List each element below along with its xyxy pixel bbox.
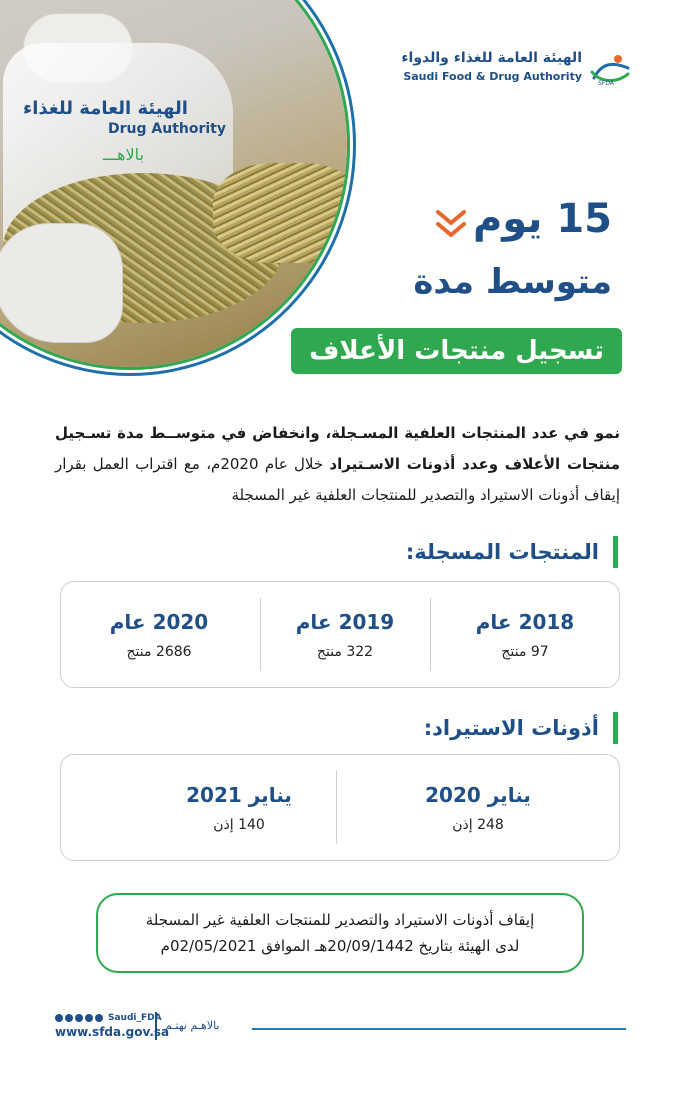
double-chevron-down-icon xyxy=(434,208,468,240)
facebook-icon[interactable] xyxy=(95,1014,103,1022)
youtube-icon[interactable] xyxy=(75,1014,83,1022)
social-handle-row xyxy=(55,1013,162,1023)
registered-count: 2686 منتج xyxy=(126,643,192,660)
registered-products-card xyxy=(60,581,620,688)
registered-count: 97 منتج xyxy=(501,643,549,660)
social-handle[interactable]: Saudi_FDA xyxy=(108,1013,162,1023)
bag-label-english: Drug Authority xyxy=(108,121,226,137)
registered-year: 2018 عام xyxy=(475,609,575,634)
average-days: 15 يوم xyxy=(472,196,612,242)
sfda-logo-icon xyxy=(588,52,632,88)
registered-count: 322 منتج xyxy=(316,643,374,660)
divider xyxy=(430,598,432,671)
registered-item-2018 xyxy=(431,582,619,687)
registered-year: 2020 عام xyxy=(109,609,209,634)
import-permits-title: أذونات الاستيراد: xyxy=(424,712,618,744)
hero-photo xyxy=(0,0,350,370)
registered-products-title: المنتجات المسجلة: xyxy=(406,536,618,568)
permit-count: 140 إذن xyxy=(213,816,265,833)
permit-date: يناير 2020 xyxy=(425,782,531,807)
footer-slogan: بالاهـم نهتـم xyxy=(165,1019,220,1032)
website-link[interactable]: www.sfda.gov.sa xyxy=(55,1025,170,1039)
registered-item-2019 xyxy=(261,582,429,687)
instagram-icon[interactable] xyxy=(65,1014,73,1022)
suspension-notice xyxy=(96,893,584,973)
logo-name-english: Saudi Food & Drug Authority xyxy=(403,70,582,83)
logo-mark-text: SFDA xyxy=(598,80,614,87)
notice-line-2: لدى الهيئة بتاريخ 20/09/1442هـ الموافق 02/05/2021م xyxy=(160,937,520,955)
summary-rest: خلال عام 2020م، مع اقتراب العمل بقرار إيقاف أذونات الاستيراد والتصدير للمنتجات العلفية غير المسجلة xyxy=(55,455,620,504)
import-permits-card xyxy=(60,754,620,861)
bag-label-slogan: بالاهـــ xyxy=(103,145,144,164)
permit-item-2021 xyxy=(143,755,335,860)
glove-bottom xyxy=(0,223,123,343)
bag-label-arabic: الهيئة العامة للغذاء xyxy=(23,98,188,119)
permit-item-2020 xyxy=(337,755,619,860)
average-label: متوسط مدة xyxy=(413,262,612,302)
summary-bold: نمو في عدد المنتجات العلفية المسـجلة، وانخفاض في متوســط مدة تسـجيل منتجات الأعلاف وعدد أذونات الاسـتيراد xyxy=(55,424,620,473)
permit-count: 248 إذن xyxy=(452,816,504,833)
permit-date: يناير 2021 xyxy=(186,782,292,807)
registered-item-2020 xyxy=(59,582,259,687)
logo-name-arabic: الهيئة العامة للغذاء والدواء xyxy=(401,50,582,66)
registered-year: 2019 عام xyxy=(295,609,395,634)
twitter-icon[interactable] xyxy=(55,1014,63,1022)
subject-badge: تسجيل منتجات الأعلاف xyxy=(291,328,622,374)
hay-bale xyxy=(213,163,350,263)
sfda-logo xyxy=(402,50,632,90)
notice-line-1: إيقاف أذونات الاستيراد والتصدير للمنتجات العلفية غير المسجلة xyxy=(145,911,535,929)
summary-paragraph xyxy=(55,418,620,511)
divider xyxy=(336,771,338,844)
snapchat-icon[interactable] xyxy=(85,1014,93,1022)
footer-rule xyxy=(252,1028,626,1030)
divider xyxy=(260,598,262,671)
